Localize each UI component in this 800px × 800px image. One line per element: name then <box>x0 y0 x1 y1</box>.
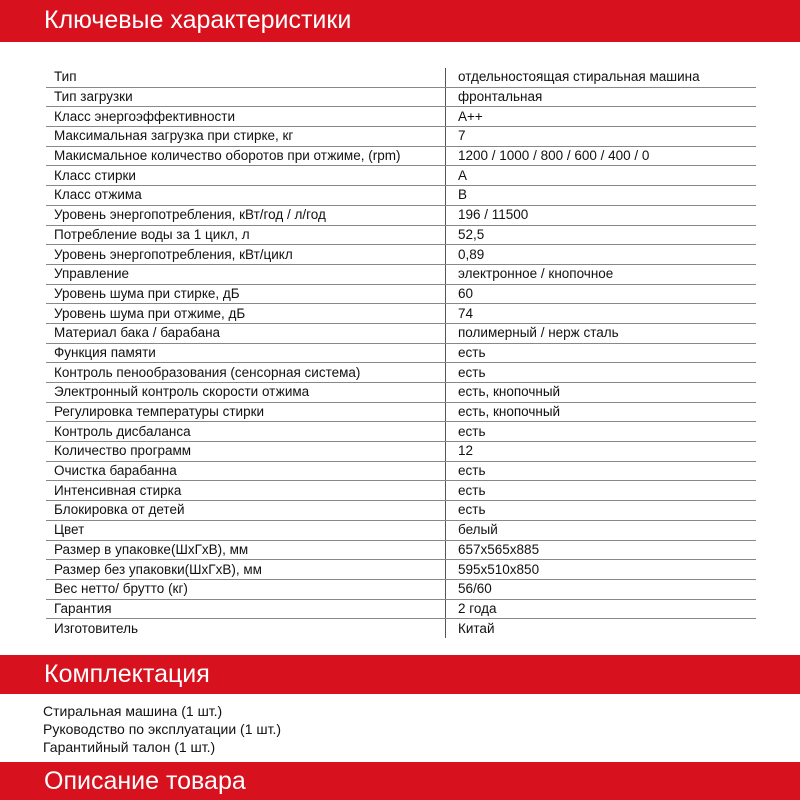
table-row <box>46 442 756 462</box>
spec-name: Класс энергоэффективности <box>46 107 446 127</box>
spec-name: Количество программ <box>46 442 446 462</box>
spec-value: A <box>446 166 757 186</box>
specs-table <box>46 68 756 638</box>
spec-value: 196 / 11500 <box>446 205 757 225</box>
spec-name: Цвет <box>46 520 446 540</box>
spec-name: Максимальная загрузка при стирке, кг <box>46 127 446 147</box>
section-title: Описание товара <box>44 767 246 795</box>
section-title: Ключевые характеристики <box>44 6 352 34</box>
spec-value: Китай <box>446 619 757 638</box>
spec-value: 60 <box>446 284 757 304</box>
spec-name: Электронный контроль скорости отжима <box>46 383 446 403</box>
spec-name: Потребление воды за 1 цикл, л <box>46 225 446 245</box>
spec-value: отдельностоящая стиральная машина <box>446 68 757 87</box>
spec-name: Гарантия <box>46 599 446 619</box>
spec-value: 2 года <box>446 599 757 619</box>
table-row <box>46 323 756 343</box>
spec-name: Уровень шума при отжиме, дБ <box>46 304 446 324</box>
spec-value: A++ <box>446 107 757 127</box>
spec-value: 0,89 <box>446 245 757 265</box>
table-row <box>46 422 756 442</box>
spec-value: есть <box>446 461 757 481</box>
table-row <box>46 304 756 324</box>
spec-value: белый <box>446 520 757 540</box>
table-row <box>46 619 756 638</box>
table-row <box>46 186 756 206</box>
table-row <box>46 205 756 225</box>
spec-name: Макисмальное количество оборотов при отжиме, (rpm) <box>46 146 446 166</box>
spec-value: электронное / кнопочное <box>446 264 757 284</box>
table-row <box>46 520 756 540</box>
spec-name: Контроль дисбаланса <box>46 422 446 442</box>
table-row <box>46 146 756 166</box>
spec-value: фронтальная <box>446 87 757 107</box>
spec-name: Размер без упаковки(ШхГхВ), мм <box>46 560 446 580</box>
spec-value: 74 <box>446 304 757 324</box>
spec-name: Уровень энергопотребления, кВт/год / л/год <box>46 205 446 225</box>
spec-value: 56/60 <box>446 579 757 599</box>
spec-name: Вес нетто/ брутто (кг) <box>46 579 446 599</box>
table-row <box>46 68 756 87</box>
spec-name: Тип <box>46 68 446 87</box>
table-row <box>46 107 756 127</box>
table-row <box>46 540 756 560</box>
table-row <box>46 245 756 265</box>
table-row <box>46 461 756 481</box>
spec-value: есть <box>446 481 757 501</box>
table-row <box>46 363 756 383</box>
spec-name: Размер в упаковке(ШхГхВ), мм <box>46 540 446 560</box>
spec-name: Уровень энергопотребления, кВт/цикл <box>46 245 446 265</box>
section-title: Комплектация <box>44 660 210 688</box>
table-row <box>46 264 756 284</box>
spec-name: Класс отжима <box>46 186 446 206</box>
spec-name: Блокировка от детей <box>46 501 446 521</box>
spec-name: Управление <box>46 264 446 284</box>
section-header-kit <box>0 655 800 694</box>
table-row <box>46 127 756 147</box>
table-row <box>46 560 756 580</box>
spec-name: Регулировка температуры стирки <box>46 402 446 422</box>
kit-item: Гарантийный талон (1 шт.) <box>43 739 216 755</box>
spec-name: Контроль пенообразования (сенсорная система) <box>46 363 446 383</box>
section-header-description <box>0 762 800 800</box>
kit-list <box>43 702 281 756</box>
table-row <box>46 166 756 186</box>
section-header-specs <box>0 0 800 42</box>
spec-value: есть <box>446 501 757 521</box>
spec-value: есть <box>446 363 757 383</box>
kit-item: Руководство по эксплуатации (1 шт.) <box>43 721 282 737</box>
kit-item: Стиральная машина (1 шт.) <box>43 703 223 719</box>
table-row <box>46 225 756 245</box>
spec-value: 52,5 <box>446 225 757 245</box>
table-row <box>46 284 756 304</box>
spec-name: Функция памяти <box>46 343 446 363</box>
spec-value: полимерный / нерж сталь <box>446 323 757 343</box>
spec-name: Класс стирки <box>46 166 446 186</box>
spec-name: Материал бака / барабана <box>46 323 446 343</box>
spec-name: Уровень шума при стирке, дБ <box>46 284 446 304</box>
spec-value: 595x510x850 <box>446 560 757 580</box>
spec-name: Интенсивная стирка <box>46 481 446 501</box>
spec-value: есть, кнопочный <box>446 383 757 403</box>
spec-value: есть <box>446 343 757 363</box>
table-row <box>46 481 756 501</box>
table-row <box>46 343 756 363</box>
spec-value: B <box>446 186 757 206</box>
table-row <box>46 501 756 521</box>
spec-name: Тип загрузки <box>46 87 446 107</box>
spec-value: 12 <box>446 442 757 462</box>
spec-value: 7 <box>446 127 757 147</box>
table-row <box>46 599 756 619</box>
table-row <box>46 579 756 599</box>
spec-value: есть, кнопочный <box>446 402 757 422</box>
table-row <box>46 402 756 422</box>
spec-value: 1200 / 1000 / 800 / 600 / 400 / 0 <box>446 146 757 166</box>
spec-value: есть <box>446 422 757 442</box>
table-row <box>46 383 756 403</box>
spec-name: Очистка барабанна <box>46 461 446 481</box>
spec-name: Изготовитель <box>54 620 138 636</box>
spec-value: 657x565x885 <box>446 540 757 560</box>
table-row <box>46 87 756 107</box>
